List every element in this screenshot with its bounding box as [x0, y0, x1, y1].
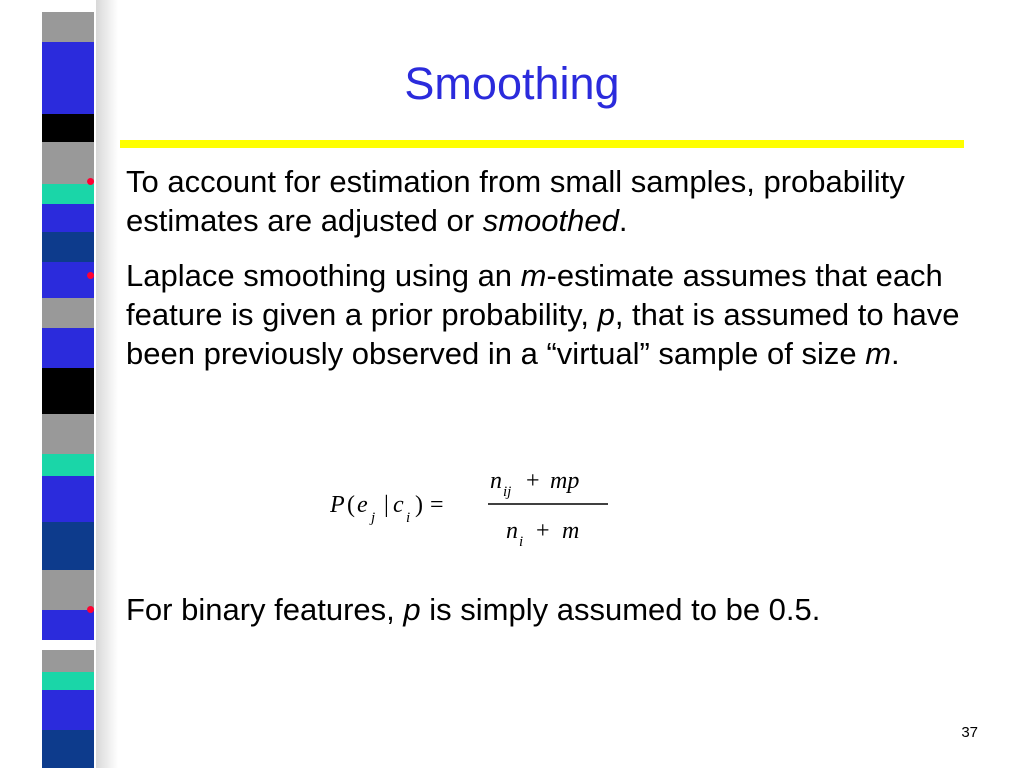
- decorative-stripe: [42, 522, 94, 570]
- bullet-text: [126, 256, 976, 373]
- slide-title: Smoothing: [404, 58, 620, 109]
- formula-den-m: m: [562, 518, 580, 544]
- decorative-stripe: [42, 476, 94, 522]
- formula-equals: =: [430, 492, 444, 518]
- decorative-stripe: [42, 690, 94, 730]
- title-underline: [120, 140, 964, 148]
- text-run: .: [618, 203, 628, 238]
- formula-num-n-sub: ij: [503, 484, 512, 500]
- italic-run: p: [597, 297, 615, 332]
- decorative-stripe: [42, 454, 94, 476]
- page-number: 37: [961, 724, 978, 741]
- formula-num-mp: mp: [550, 468, 580, 494]
- formula-num-n: n: [490, 468, 502, 494]
- bullet-glyph: •: [86, 260, 96, 290]
- italic-run: p: [403, 592, 421, 627]
- italic-run: m: [865, 336, 892, 371]
- text-run: For binary features,: [126, 592, 404, 627]
- decorative-stripe: [42, 0, 94, 12]
- decorative-stripe: [42, 12, 94, 42]
- bullet-glyph: •: [86, 594, 96, 624]
- text-run: To account for estimation from small samples, probability estimates are adjusted or: [126, 164, 905, 238]
- formula-den-plus: +: [536, 518, 550, 544]
- formula-e-sub: j: [371, 510, 376, 526]
- italic-run: m: [520, 258, 547, 293]
- text-run: Laplace smoothing using an: [126, 258, 521, 293]
- text-run: .: [891, 336, 900, 371]
- decorative-stripe: [42, 114, 94, 142]
- formula-den-n: n: [506, 518, 518, 544]
- formula-bar: |: [384, 492, 389, 518]
- formula-e: e: [357, 492, 368, 518]
- bullet-text: [126, 590, 976, 629]
- bullet-item-3: [86, 590, 966, 670]
- text-run: , that is assumed to have been previously observed in a “virtual” sample of size: [126, 297, 960, 371]
- text-run: -estimate assumes that each feature is given a prior probability,: [126, 258, 943, 332]
- bullet-item-1: [86, 162, 966, 242]
- formula-num-plus: +: [526, 468, 540, 494]
- decorative-stripe: [42, 730, 94, 768]
- formula-den-n-sub: i: [519, 534, 524, 550]
- bullet-glyph: •: [86, 166, 96, 196]
- italic-run: smoothed: [482, 203, 619, 238]
- bullet-item-2: [86, 256, 966, 456]
- formula-close-paren: ): [415, 492, 423, 518]
- formula-open-paren: (: [347, 492, 355, 518]
- formula-c-sub: i: [406, 510, 411, 526]
- laplace-formula: [330, 462, 630, 562]
- text-run: is simply assumed to be 0.5.: [420, 592, 821, 627]
- bullet-text: [126, 162, 976, 240]
- formula-c: c: [393, 492, 404, 518]
- decorative-stripe: [42, 672, 94, 690]
- formula-P: P: [330, 492, 345, 518]
